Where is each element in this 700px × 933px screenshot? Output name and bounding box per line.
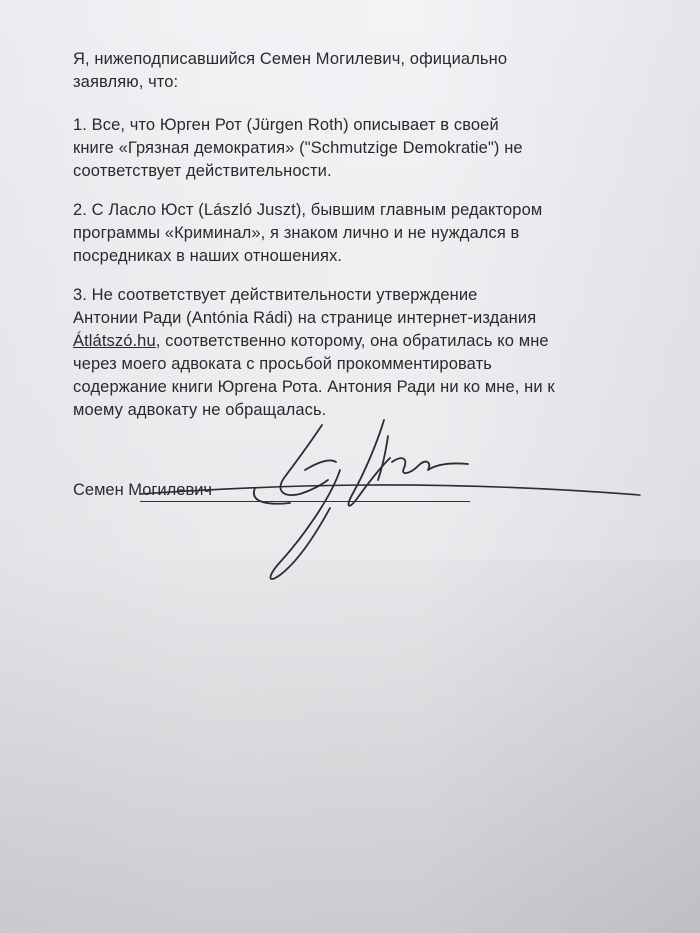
signature-line xyxy=(140,501,470,502)
point-3-line-2: Антонии Ради (Antónia Rádi) на странице интернет-издания xyxy=(73,309,537,327)
point-3-line-3-rest: , соответственно которому, она обратилась ко мне xyxy=(155,332,549,350)
point-1-line-2: книге «Грязная демократия» ("Schmutzige Demokratie") не xyxy=(73,139,523,157)
signatory-name: Семен Могилевич xyxy=(73,481,213,499)
point-3-line-5: содержание книги Юргена Рота. Антония Ради ни ко мне, ни к xyxy=(73,378,555,396)
point-1-line-3: соответствует действительности. xyxy=(73,162,332,180)
atlatszo-link[interactable]: Átlátszó.hu xyxy=(73,332,156,350)
point-3-line-6: моему адвокату не обращалась. xyxy=(73,401,327,419)
point-2-line-1: 2. С Ласло Юст (László Juszt), бывшим главным редактором xyxy=(73,201,543,219)
point-3-line-1: 3. Не соответствует действительности утверждение xyxy=(73,286,478,304)
point-2-line-2: программы «Криминал», я знаком лично и не нуждался в xyxy=(73,224,520,242)
intro-line-1: Я, нижеподписавшийся Семен Могилевич, официально xyxy=(73,50,508,68)
point-3-line-3 xyxy=(73,332,549,351)
point-3-line-4: через моего адвоката с просьбой прокомментировать xyxy=(73,355,492,373)
page-shadow xyxy=(0,560,700,933)
point-2-line-3: посредниках в наших отношениях. xyxy=(73,247,343,265)
point-1-line-1: 1. Все, что Юрген Рот (Jürgen Roth) описывает в своей xyxy=(73,116,499,134)
intro-line-2: заявляю, что: xyxy=(73,73,179,91)
